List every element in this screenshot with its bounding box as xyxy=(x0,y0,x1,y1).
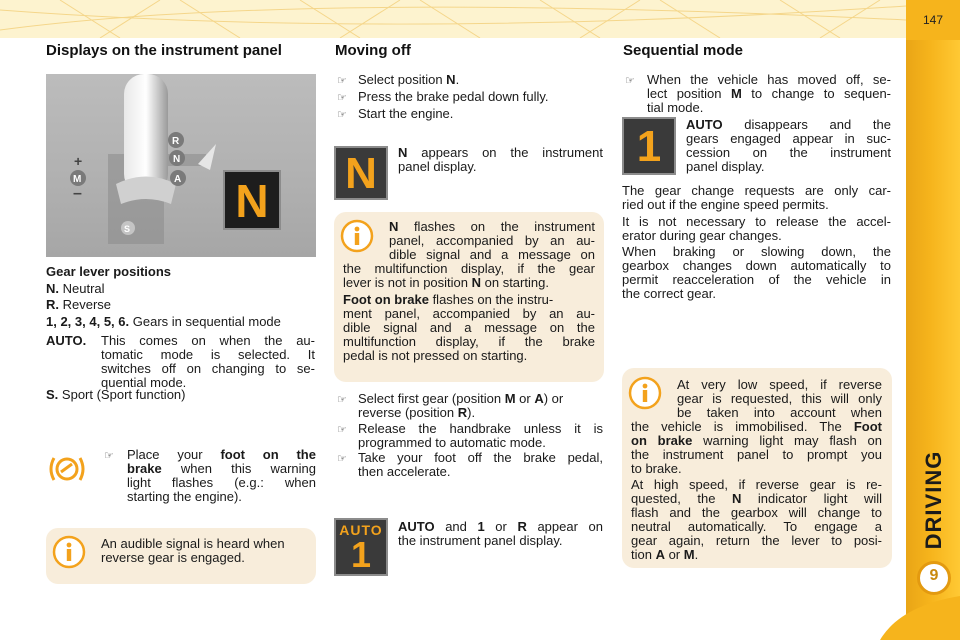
auto-appears-l1: AUTO and 1 or R appear on xyxy=(398,519,603,534)
auto-disappears-l1: AUTO disappears and the xyxy=(686,117,891,132)
foot-note-l1: Place your foot on the xyxy=(127,447,316,462)
reverse-info-l1: An audible signal is heard when xyxy=(101,536,285,551)
bullet-arrow-icon: ☞ xyxy=(337,75,347,87)
n-appears-l2: panel display. xyxy=(398,159,477,174)
svg-text:–: – xyxy=(73,185,82,202)
top-band xyxy=(0,0,906,38)
step-first-gear-l2: reverse (position R). xyxy=(358,405,476,420)
section-title: DRIVING xyxy=(921,450,946,550)
step-handbrake-l1: Release the handbrake unless it is xyxy=(358,421,603,436)
seq-step-l2: lect position M to change to sequen- xyxy=(647,86,892,101)
high-speed-l1: At high speed, if reverse gear is re- xyxy=(631,477,882,492)
positions-heading: Gear lever positions xyxy=(46,264,171,279)
bullet-arrow-icon: ☞ xyxy=(337,424,347,436)
auto-appears-l2: the instrument panel display. xyxy=(398,533,563,548)
bullet-arrow-icon: ☞ xyxy=(625,75,635,87)
foot-brake-l5: pedal is not pressed on starting. xyxy=(343,348,528,363)
lever-letter-r: R xyxy=(172,136,180,147)
chapter-number: 9 xyxy=(929,567,939,584)
brake-warning-icon xyxy=(48,452,86,486)
lever-letter-m: M xyxy=(73,174,82,185)
foot-note-l4: starting the engine). xyxy=(127,489,242,504)
col3-title: Sequential mode xyxy=(623,42,744,59)
col2-title: Moving off xyxy=(335,42,411,59)
high-speed-l6: tion A or M. xyxy=(631,547,699,562)
bullet-arrow-icon: ☞ xyxy=(337,394,347,406)
foot-brake-l1: Foot on brake flashes on the instru- xyxy=(343,292,554,307)
position-gears: 1, 2, 3, 4, 5, 6. Gears in sequential mode xyxy=(46,314,281,329)
n-flash-l4: the multifunction display, if the gear xyxy=(343,261,595,276)
seq-para1-l1: The gear change requests are only car- xyxy=(622,183,891,198)
moving-off-step-1: Select position N. xyxy=(358,72,460,87)
svg-text:+: + xyxy=(74,153,83,169)
seq-para1-l2: ried out if the engine speed permits. xyxy=(622,197,829,212)
moving-off-step-3: Start the engine. xyxy=(358,106,454,121)
n-appears-l1: N appears on the instrument xyxy=(398,145,603,160)
seq-para2-l2: erator during gear changes. xyxy=(622,228,782,243)
bullet-arrow-icon: ☞ xyxy=(337,453,347,465)
display-n-col2 xyxy=(334,146,388,200)
high-speed-l5: gear again, return the lever to posi- xyxy=(631,533,882,548)
info-icon xyxy=(340,219,374,253)
step-accelerate-l1: Take your foot off the brake pedal, xyxy=(358,450,603,465)
moving-off-step-2: Press the brake pedal down fully. xyxy=(358,89,549,104)
high-speed-l3: flash and the gearbox will change to xyxy=(631,505,882,520)
display-auto-digit: 1 xyxy=(350,534,372,575)
col1-title: Displays on the instrument panel xyxy=(46,42,282,59)
lever-letter-a: A xyxy=(174,174,182,185)
step-first-gear-l1: Select first gear (position M or A) or xyxy=(358,391,564,406)
foot-note-l2: brake when this warning xyxy=(127,461,316,476)
low-speed-l6: the instrument panel to prompt you xyxy=(631,447,882,462)
low-speed-l7: to brake. xyxy=(631,461,682,476)
low-speed-l2: gear is requested, this will only xyxy=(677,391,882,406)
auto-disappears-l4: panel display. xyxy=(686,159,765,174)
high-speed-l2: quested, the N indicator light will xyxy=(631,491,883,506)
auto-disappears-l2: gears engaged appear in suc- xyxy=(686,131,891,146)
display-gear-1 xyxy=(622,117,676,175)
info-icon xyxy=(52,535,86,569)
display-n-col1 xyxy=(223,170,281,230)
position-auto-key: AUTO. xyxy=(46,333,87,348)
position-auto-l3: switches off on changing to se- xyxy=(101,361,315,376)
position-auto-l2: tomatic mode is selected. It xyxy=(101,347,315,362)
low-speed-l4: the vehicle is immobilised. The Foot xyxy=(631,419,882,434)
lever-letter-s: S xyxy=(124,224,131,234)
position-auto-l1: This comes on when the au- xyxy=(101,333,315,348)
reverse-info-l2: reverse gear is engaged. xyxy=(101,550,245,565)
position-s: S. Sport (Sport function) xyxy=(46,387,186,402)
lever-letter-n: N xyxy=(173,154,181,165)
foot-brake-l2: ment panel, accompanied by an au- xyxy=(343,306,595,321)
step-handbrake-l2: programmed to automatic mode. xyxy=(358,435,546,450)
header-decoration xyxy=(0,0,906,38)
low-speed-l3: be taken into account when xyxy=(677,405,882,420)
position-auto-l4: quential mode. xyxy=(101,375,187,390)
n-flash-l5: lever is not in position N on starting. xyxy=(343,275,549,290)
seq-para3-l2: gearbox changes down automatically to xyxy=(622,258,891,273)
foot-brake-l3: dible signal and a message on the xyxy=(343,320,595,335)
seq-para3-l1: When braking or slowing down, the xyxy=(622,244,891,259)
display-n-letter: N xyxy=(235,175,269,227)
high-speed-l4: neutral automatically. To engage a xyxy=(631,519,882,534)
seq-step-l1: When the vehicle has moved off, se- xyxy=(647,72,891,87)
bullet-arrow-icon: ☞ xyxy=(337,109,347,121)
display-gear-digit: 1 xyxy=(636,122,662,171)
display-auto-word: AUTO xyxy=(339,522,383,538)
bullet-arrow-icon: ☞ xyxy=(104,450,114,462)
n-flash-l3: dible signal and a message on xyxy=(389,247,595,262)
seq-step-l3: tial mode. xyxy=(647,100,704,115)
seq-para2-l1: It is not necessary to release the accel- xyxy=(622,214,891,229)
display-n-letter-col2: N xyxy=(345,149,377,198)
display-auto-1 xyxy=(334,518,388,576)
position-n: N. Neutral xyxy=(46,281,105,296)
section-sidebar xyxy=(906,40,960,640)
n-flash-l1: N flashes on the instrument xyxy=(389,219,595,234)
step-accelerate-l2: then accelerate. xyxy=(358,464,451,479)
foot-note-l3: light flashes (e.g.: when xyxy=(127,475,316,490)
bullet-arrow-icon: ☞ xyxy=(337,92,347,104)
gear-lever-photo xyxy=(46,74,316,257)
info-icon xyxy=(628,376,662,410)
foot-brake-l4: multifunction display, if the brake xyxy=(343,334,595,349)
seq-para3-l3: permit reacceleration of the vehicle in xyxy=(622,272,891,287)
low-speed-l1: At very low speed, if reverse xyxy=(677,377,882,392)
n-flash-l2: panel, accompanied by an au- xyxy=(389,233,595,248)
position-r: R. Reverse xyxy=(46,297,112,312)
corner-decoration xyxy=(880,596,960,640)
seq-para3-l4: the correct gear. xyxy=(622,286,716,301)
auto-disappears-l3: cession on the instrument xyxy=(686,145,891,160)
low-speed-l5: on brake warning light may flash on xyxy=(631,433,882,448)
page-number: 147 xyxy=(922,13,944,27)
